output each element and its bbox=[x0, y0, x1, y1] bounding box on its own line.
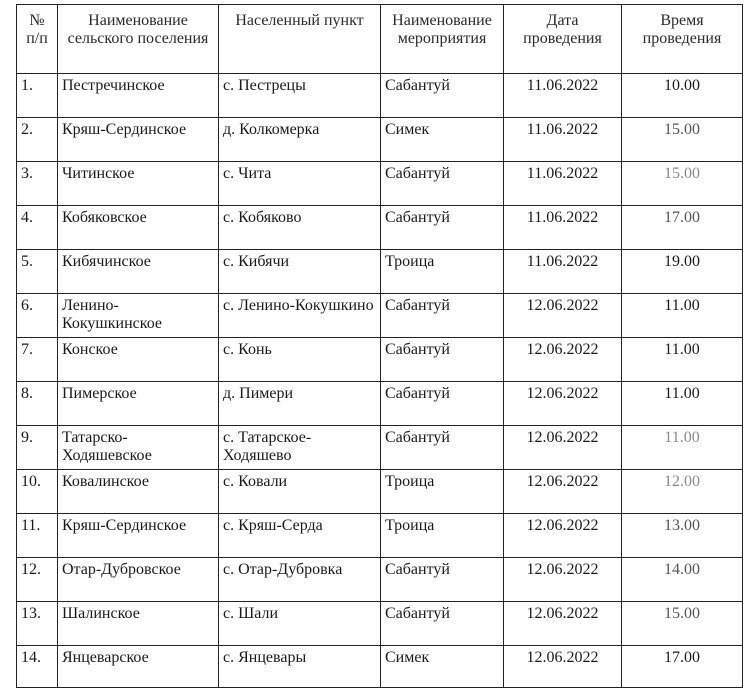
cell-settlement: Конское bbox=[58, 338, 219, 382]
cell-locality: с. Конь bbox=[219, 338, 381, 382]
cell-time: 17.00 bbox=[622, 206, 743, 250]
cell-event: Сабантуй bbox=[381, 558, 504, 602]
cell-locality: с. Чита bbox=[219, 162, 381, 206]
cell-locality: с. Ленино-Кокушкино bbox=[219, 294, 381, 338]
cell-date: 12.06.2022 bbox=[504, 470, 622, 514]
cell-locality: д. Колкомерка bbox=[219, 118, 381, 162]
cell-settlement: Ковалинское bbox=[58, 470, 219, 514]
cell-number: 8. bbox=[17, 382, 58, 426]
cell-number: 1. bbox=[17, 74, 58, 118]
cell-settlement: Читинское bbox=[58, 162, 219, 206]
header-settlement: Наименование сельского поселения bbox=[58, 5, 219, 74]
cell-time: 13.00 bbox=[622, 514, 743, 558]
cell-time: 19.00 bbox=[622, 250, 743, 294]
cell-time: 11.00 bbox=[622, 382, 743, 426]
cell-date: 11.06.2022 bbox=[504, 118, 622, 162]
header-number: № п/п bbox=[17, 5, 58, 74]
cell-number: 2. bbox=[17, 118, 58, 162]
cell-date: 12.06.2022 bbox=[504, 382, 622, 426]
cell-time: 11.00 bbox=[622, 426, 743, 470]
cell-locality: с. Татарское-Ходяшево bbox=[219, 426, 381, 470]
cell-settlement: Пимерское bbox=[58, 382, 219, 426]
header-date: Дата проведения bbox=[504, 5, 622, 74]
table-row bbox=[17, 646, 743, 688]
cell-event: Троица bbox=[381, 250, 504, 294]
cell-number: 12. bbox=[17, 558, 58, 602]
cell-locality: с. Шали bbox=[219, 602, 381, 646]
table-row bbox=[17, 602, 743, 646]
cell-settlement: Кобяковское bbox=[58, 206, 219, 250]
cell-event: Сабантуй bbox=[381, 206, 504, 250]
table-row bbox=[17, 74, 743, 118]
cell-date: 11.06.2022 bbox=[504, 206, 622, 250]
cell-locality: с. Кибячи bbox=[219, 250, 381, 294]
cell-date: 11.06.2022 bbox=[504, 162, 622, 206]
cell-settlement: Отар-Дубровское bbox=[58, 558, 219, 602]
cell-time: 10.00 bbox=[622, 74, 743, 118]
cell-time: 15.00 bbox=[622, 602, 743, 646]
cell-event: Сабантуй bbox=[381, 162, 504, 206]
cell-locality: с. Кряш-Серда bbox=[219, 514, 381, 558]
table-header-row bbox=[17, 5, 743, 74]
cell-date: 11.06.2022 bbox=[504, 74, 622, 118]
cell-event: Троица bbox=[381, 514, 504, 558]
cell-number: 10. bbox=[17, 470, 58, 514]
cell-date: 11.06.2022 bbox=[504, 250, 622, 294]
cell-date: 12.06.2022 bbox=[504, 426, 622, 470]
cell-locality: с. Ковали bbox=[219, 470, 381, 514]
table-row bbox=[17, 338, 743, 382]
cell-locality: с. Пестрецы bbox=[219, 74, 381, 118]
header-time: Время проведения bbox=[622, 5, 743, 74]
cell-number: 5. bbox=[17, 250, 58, 294]
cell-locality: с. Отар-Дубровка bbox=[219, 558, 381, 602]
cell-settlement: Пестречинское bbox=[58, 74, 219, 118]
cell-locality: с. Кобяково bbox=[219, 206, 381, 250]
cell-settlement: Кряш-Сердинское bbox=[58, 514, 219, 558]
table-row bbox=[17, 294, 743, 338]
cell-settlement: Кряш-Сердинское bbox=[58, 118, 219, 162]
cell-number: 13. bbox=[17, 602, 58, 646]
cell-event: Сабантуй bbox=[381, 74, 504, 118]
cell-event: Сабантуй bbox=[381, 382, 504, 426]
cell-time: 11.00 bbox=[622, 294, 743, 338]
cell-event: Симек bbox=[381, 118, 504, 162]
cell-settlement: Янцеварское bbox=[58, 646, 219, 688]
cell-event: Симек bbox=[381, 646, 504, 688]
cell-time: 15.00 bbox=[622, 162, 743, 206]
cell-number: 4. bbox=[17, 206, 58, 250]
table-row bbox=[17, 118, 743, 162]
table-row bbox=[17, 558, 743, 602]
cell-date: 12.06.2022 bbox=[504, 646, 622, 688]
cell-event: Сабантуй bbox=[381, 294, 504, 338]
cell-locality: д. Пимери bbox=[219, 382, 381, 426]
cell-date: 12.06.2022 bbox=[504, 338, 622, 382]
table-row bbox=[17, 514, 743, 558]
table-row bbox=[17, 162, 743, 206]
cell-settlement: Кибячинское bbox=[58, 250, 219, 294]
events-schedule-table bbox=[16, 4, 743, 688]
cell-time: 17.00 bbox=[622, 646, 743, 688]
header-locality: Населенный пункт bbox=[219, 5, 381, 74]
cell-locality: с. Янцевары bbox=[219, 646, 381, 688]
cell-date: 12.06.2022 bbox=[504, 514, 622, 558]
cell-number: 7. bbox=[17, 338, 58, 382]
table-row bbox=[17, 250, 743, 294]
cell-event: Сабантуй bbox=[381, 426, 504, 470]
header-event: Наименование мероприятия bbox=[381, 5, 504, 74]
cell-time: 12.00 bbox=[622, 470, 743, 514]
table-row bbox=[17, 426, 743, 470]
cell-settlement: Татарско-Ходяшевское bbox=[58, 426, 219, 470]
cell-settlement: Шалинское bbox=[58, 602, 219, 646]
cell-number: 9. bbox=[17, 426, 58, 470]
cell-number: 6. bbox=[17, 294, 58, 338]
cell-event: Сабантуй bbox=[381, 602, 504, 646]
cell-time: 15.00 bbox=[622, 118, 743, 162]
cell-date: 12.06.2022 bbox=[504, 294, 622, 338]
cell-date: 12.06.2022 bbox=[504, 602, 622, 646]
cell-event: Сабантуй bbox=[381, 338, 504, 382]
cell-settlement: Ленино-Кокушкинское bbox=[58, 294, 219, 338]
table-row bbox=[17, 470, 743, 514]
table-row bbox=[17, 206, 743, 250]
cell-date: 12.06.2022 bbox=[504, 558, 622, 602]
cell-number: 14. bbox=[17, 646, 58, 688]
cell-number: 11. bbox=[17, 514, 58, 558]
cell-time: 14.00 bbox=[622, 558, 743, 602]
cell-event: Троица bbox=[381, 470, 504, 514]
cell-time: 11.00 bbox=[622, 338, 743, 382]
table-row bbox=[17, 382, 743, 426]
cell-number: 3. bbox=[17, 162, 58, 206]
